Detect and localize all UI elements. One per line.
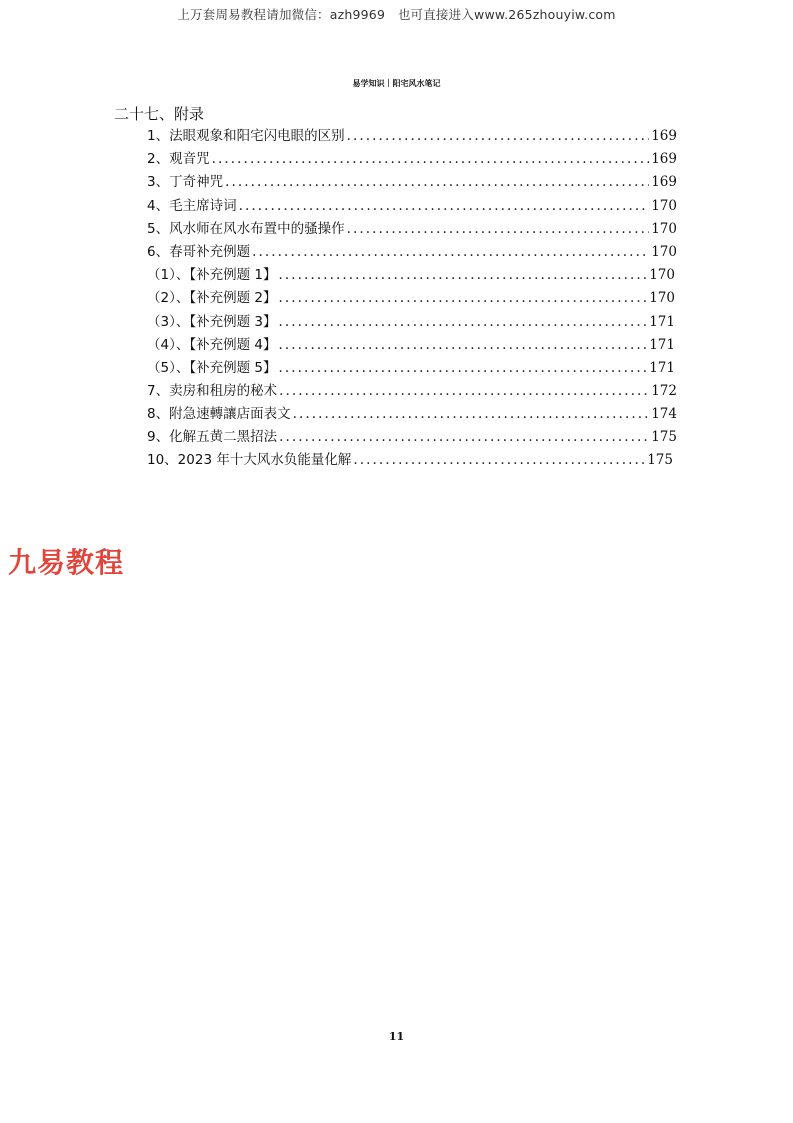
toc-entry-page: 171 <box>649 360 675 376</box>
toc-entry-title: 3、丁奇神咒 <box>147 174 224 190</box>
running-header: 易学知识｜阳宅风水笔记 <box>352 79 441 88</box>
toc-leader-dots <box>279 380 649 403</box>
toc-entry-title: 1、法眼观象和阳宅闪电眼的区别 <box>147 128 345 144</box>
toc-entry-page: 171 <box>649 337 675 353</box>
toc-entry-page: 170 <box>651 244 677 260</box>
toc-leader-dots <box>278 357 647 380</box>
toc-entry-title: 5、风水师在风水布置中的骚操作 <box>147 221 345 237</box>
toc-leader-dots <box>278 311 647 334</box>
toc-leader-dots <box>347 125 650 148</box>
toc-entry[interactable] <box>147 218 677 241</box>
toc-entry-page: 175 <box>647 452 673 468</box>
toc-entry-page: 171 <box>649 314 675 330</box>
toc-entry-page: 174 <box>651 406 677 422</box>
top-banner: 上万套周易教程请加微信：azh9969 也可直接进入www.265zhouyiw.com <box>177 7 616 22</box>
toc-entry[interactable] <box>147 241 677 264</box>
toc-entry-page: 172 <box>651 383 677 399</box>
toc-leader-dots <box>278 287 647 310</box>
toc-entry-title: 2、观音咒 <box>147 151 210 167</box>
toc-entry[interactable] <box>147 171 677 194</box>
toc-entry-page: 170 <box>651 221 677 237</box>
toc-entry[interactable] <box>147 264 675 287</box>
toc-entry[interactable] <box>147 380 677 403</box>
toc-entry-page: 169 <box>651 174 677 190</box>
toc-entry-title: （2）、【补充例题 2】 <box>147 290 277 306</box>
toc-leader-dots <box>293 403 650 426</box>
toc-entry-title: （3）、【补充例题 3】 <box>147 314 277 330</box>
toc-leader-dots <box>225 171 649 194</box>
toc-leader-dots <box>279 426 649 449</box>
toc-leader-dots <box>278 264 647 287</box>
toc-entry-title: （4）、【补充例题 4】 <box>147 337 277 353</box>
toc-leader-dots <box>252 241 649 264</box>
toc-entry-title: 7、卖房和租房的秘术 <box>147 383 278 399</box>
toc-entry-page: 175 <box>651 429 677 445</box>
toc-leader-dots <box>353 449 645 472</box>
toc-entry[interactable] <box>147 125 677 148</box>
toc-entry-title: 10、2023 年十大风水负能量化解 <box>147 452 352 468</box>
toc-leader-dots <box>278 334 647 357</box>
section-title: 二十七、附录 <box>114 105 205 123</box>
toc-leader-dots <box>212 148 650 171</box>
toc-entry-title: 9、化解五黄二黑招法 <box>147 429 278 445</box>
toc-entry[interactable] <box>147 357 675 380</box>
toc-leader-dots <box>347 218 650 241</box>
toc-entry[interactable] <box>147 426 677 449</box>
toc-entry[interactable] <box>147 195 677 218</box>
toc-entry-page: 170 <box>651 198 677 214</box>
toc-entry-title: 6、春哥补充例题 <box>147 244 251 260</box>
toc-entry-title: （1）、【补充例题 1】 <box>147 267 277 283</box>
toc-entry[interactable] <box>147 311 675 334</box>
page-number: 11 <box>388 1030 405 1043</box>
toc-leader-dots <box>239 195 650 218</box>
toc-entry-page: 169 <box>651 128 677 144</box>
toc-entry-page: 170 <box>649 290 675 306</box>
toc-entry[interactable] <box>147 403 677 426</box>
toc-entry[interactable] <box>147 148 677 171</box>
toc-entry-page: 169 <box>651 151 677 167</box>
toc-entry-title: （5）、【补充例题 5】 <box>147 360 277 376</box>
toc-entry-title: 4、毛主席诗词 <box>147 198 237 214</box>
toc-entry[interactable] <box>147 334 675 357</box>
toc-entry[interactable] <box>147 287 675 310</box>
toc-entry-title: 8、附急速轉讓店面表文 <box>147 406 291 422</box>
watermark-logo: 九易教程 <box>8 546 125 579</box>
toc-entry[interactable] <box>147 449 673 472</box>
toc-entry-page: 170 <box>649 267 675 283</box>
